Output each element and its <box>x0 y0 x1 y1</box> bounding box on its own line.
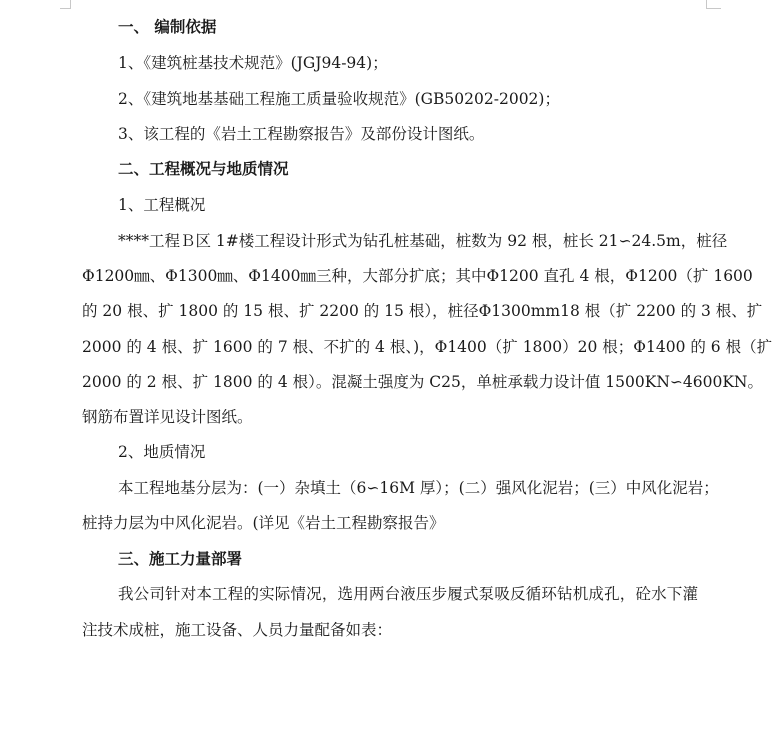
subsection-project-overview: 1、工程概况 <box>118 196 206 214</box>
deployment-line-2: 注技术成桩，施工设备、人员力量配备如表： <box>82 621 393 639</box>
section-3-title: 三、施工力量部署 <box>118 550 243 568</box>
section-1-title: 一、 编制依据 <box>118 18 217 36</box>
overview-line-1: ****工程Ｂ区 1#楼工程设计形式为钻孔桩基础，桩数为 92 根，桩长 21∽24.5m，桩径 <box>118 232 728 250</box>
basis-item-1: 1、《建筑桩基技术规范》(JGJ94-94)； <box>118 54 388 72</box>
crop-mark-left <box>60 0 71 9</box>
basis-item-3: 3、该工程的《岩土工程勘察报告》及部份设计图纸。 <box>118 125 485 143</box>
overview-line-6: 钢筋布置详见设计图纸。 <box>82 408 253 426</box>
overview-line-3: 的 20 根、扩 1800 的 15 根、扩 2200 的 15 根），桩径Φ1300mm18 根（扩 2200 的 3 根、扩 <box>82 302 763 320</box>
basis-item-2: 2、《建筑地基基础工程施工质量验收规范》(GB50202-2002)； <box>118 90 560 108</box>
overview-line-4: 2000 的 4 根、扩 1600 的 7 根、不扩的 4 根、)，Φ1400（扩 1800）20 根；Φ1400 的 6 根（扩 <box>82 338 773 356</box>
section-2-title: 二、工程概况与地质情况 <box>118 160 289 178</box>
overview-line-5: 2000 的 2 根、扩 1800 的 4 根）。混凝土强度为 C25，单桩承载力设计值 1500KN∽4600KN。 <box>82 373 763 391</box>
deployment-line-1: 我公司针对本工程的实际情况，选用两台液压步履式泵吸反循环钻机成孔，砼水下灌 <box>118 585 698 603</box>
geology-line-2: 桩持力层为中风化泥岩。(详见《岩土工程勘察报告》 <box>82 514 445 532</box>
crop-mark-right <box>706 0 721 9</box>
subsection-geology: 2、地质情况 <box>118 443 206 461</box>
overview-line-2: Φ1200㎜、Φ1300㎜、Φ1400㎜三种，大部分扩底；其中Φ1200 直孔 4 根，Φ1200（扩 1600 <box>82 267 753 285</box>
geology-line-1: 本工程地基分层为：(一）杂填土（6∽16M 厚）；(二）强风化泥岩；(三）中风化泥岩； <box>118 479 719 497</box>
